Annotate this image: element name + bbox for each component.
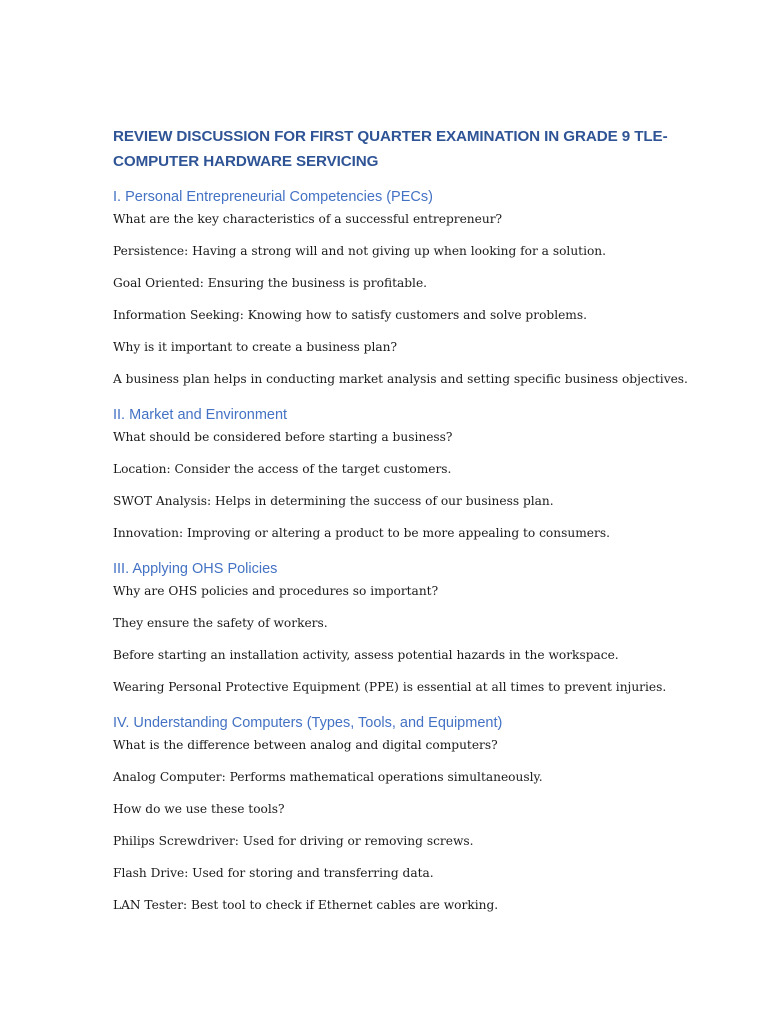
document-title: REVIEW DISCUSSION FOR FIRST QUARTER EXAMINATION IN GRADE 9 TLE-COMPUTER HARDWARE SERVICING [113, 128, 668, 170]
paragraph: Persistence: Having a strong will and not giving up when looking for a solution. [113, 244, 607, 258]
paragraph: They ensure the safety of workers. [113, 616, 328, 630]
paragraph: Before starting an installation activity, assess potential hazards in the workspace. [113, 648, 619, 662]
section-heading-pecs: I. Personal Entrepreneurial Competencies (PECs) [113, 189, 433, 205]
paragraph: SWOT Analysis: Helps in determining the success of our business plan. [113, 494, 554, 508]
paragraph: Flash Drive: Used for storing and transferring data. [113, 866, 434, 880]
paragraph: What is the difference between analog and digital computers? [113, 738, 498, 752]
paragraph: LAN Tester: Best tool to check if Ethernet cables are working. [113, 898, 499, 912]
paragraph: What should be considered before starting a business? [113, 430, 453, 444]
paragraph: Why are OHS policies and procedures so important? [113, 584, 439, 598]
paragraph: Goal Oriented: Ensuring the business is profitable. [113, 276, 428, 290]
paragraph: How do we use these tools? [113, 802, 285, 816]
paragraph: Information Seeking: Knowing how to satisfy customers and solve problems. [113, 308, 587, 322]
paragraph: What are the key characteristics of a successful entrepreneur? [113, 212, 503, 226]
section-heading-ohs: III. Applying OHS Policies [113, 561, 278, 577]
paragraph: Philips Screwdriver: Used for driving or removing screws. [113, 834, 474, 848]
paragraph: Wearing Personal Protective Equipment (PPE) is essential at all times to prevent injuries. [113, 680, 667, 694]
section-heading-market: II. Market and Environment [113, 407, 288, 423]
paragraph: Innovation: Improving or altering a product to be more appealing to consumers. [113, 526, 610, 540]
paragraph: Analog Computer: Performs mathematical operations simultaneously. [113, 770, 543, 784]
paragraph: Location: Consider the access of the target customers. [113, 462, 452, 476]
section-heading-computers: IV. Understanding Computers (Types, Tools, and Equipment) [113, 715, 503, 731]
paragraph: Why is it important to create a business plan? [113, 340, 397, 354]
paragraph: A business plan helps in conducting market analysis and setting specific business objectives. [113, 372, 688, 386]
